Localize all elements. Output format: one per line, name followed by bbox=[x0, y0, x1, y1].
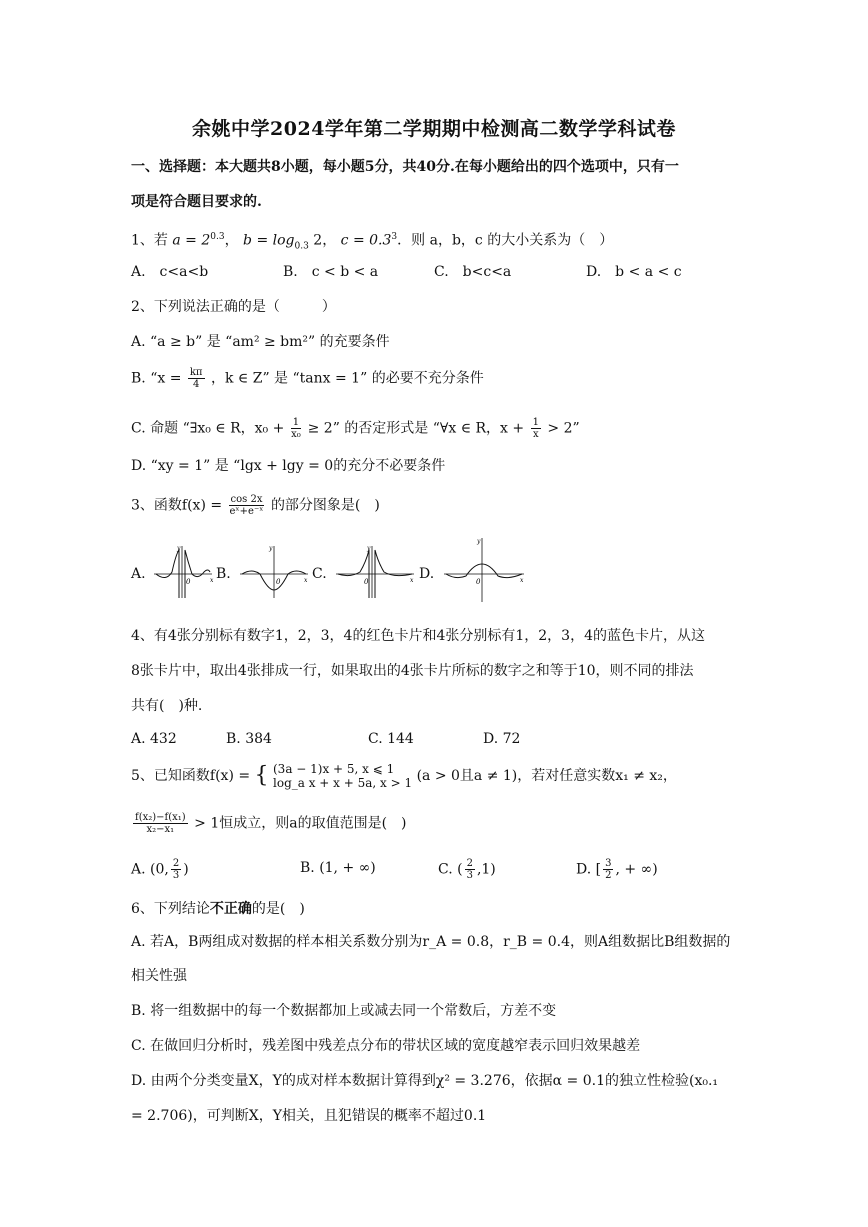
q2-option-c-den-1: x₀ bbox=[291, 429, 301, 440]
q3-function-num: cos 2x bbox=[230, 494, 263, 505]
q1-c-exp: 3 bbox=[391, 232, 398, 242]
q5-option-a-frac bbox=[171, 858, 181, 881]
page-title: 余姚中学2024学年第二学期期中检测高二数学学科试卷 bbox=[192, 118, 676, 140]
q3-option-d-label[interactable]: D. bbox=[419, 566, 435, 582]
q5-option-a-den: 3 bbox=[172, 870, 180, 881]
q5-option-c-post: ,1) bbox=[476, 861, 496, 878]
section-heading-line1: 一、选择题：本大题共8小题，每小题5分，共40分.在每小题给出的四个选项中，只有一 bbox=[131, 159, 679, 175]
q4-stem-line2: 8张卡片中，取出4张排成一行，如果取出的4张卡片所标的数字之和等于10，则不同的排法 bbox=[131, 663, 694, 679]
q2-option-b-pre: B. “x = bbox=[131, 370, 182, 387]
q2-option-c-den-2: x bbox=[532, 429, 539, 440]
q5-option-a-pre: A. (0, bbox=[131, 861, 169, 878]
q5-option-b[interactable]: B. (1, + ∞) bbox=[300, 860, 376, 876]
q5-condition bbox=[131, 812, 407, 835]
q6-option-d-line2: = 2.706)，可判断X，Y相关，且犯错误的概率不超过0.1 bbox=[131, 1108, 487, 1124]
q3-function-den: eˣ+e⁻ˣ bbox=[229, 506, 264, 517]
q5-option-a-num: 2 bbox=[172, 858, 180, 869]
q2-stem: 2、下列说法正确的是（ ） bbox=[131, 299, 336, 315]
q6-stem-post: 的是( ) bbox=[251, 901, 305, 917]
q6-option-b[interactable]: B. 将一组数据中的每一个数据都加上或减去同一个常数后，方差不变 bbox=[131, 1003, 557, 1019]
q3-function-fraction bbox=[229, 494, 265, 517]
q1-tail: ．则 a，b，c 的大小关系为（ ） bbox=[397, 232, 614, 249]
q5-option-c-frac bbox=[465, 858, 475, 881]
section-heading-line2: 项是符合题目要求的. bbox=[131, 194, 262, 210]
q1-b-base: 0.3 bbox=[294, 241, 309, 252]
q4-option-d[interactable]: D. 72 bbox=[483, 731, 521, 747]
origin-label: 0 bbox=[364, 578, 369, 586]
q1-c-expr: c = 0.3 bbox=[340, 232, 392, 249]
q3-option-a-label[interactable]: A. bbox=[131, 566, 146, 582]
q5-stem-post: (a > 0且a ≠ 1)，若对任意实数x₁ ≠ x₂， bbox=[416, 768, 677, 784]
q2-option-c[interactable] bbox=[131, 417, 580, 440]
q6-option-c[interactable]: C. 在做回归分析时，残差图中残差点分布的带状区域的宽度越窄表示回归效果越差 bbox=[131, 1038, 641, 1054]
q1-a-exp: 0.3 bbox=[210, 232, 225, 242]
curve bbox=[446, 564, 522, 578]
y-label: y bbox=[367, 545, 371, 552]
q5-option-d-num: 3 bbox=[605, 858, 612, 869]
q2-option-b-num: kπ bbox=[189, 367, 203, 378]
q5-option-d-frac bbox=[603, 858, 613, 881]
q5-frac-den: x₂−x₁ bbox=[146, 824, 175, 835]
q2-option-b-den: 4 bbox=[193, 379, 200, 390]
q3-graph-c[interactable] bbox=[334, 542, 416, 600]
q3-graph-d[interactable] bbox=[442, 534, 526, 604]
q2-option-b-fraction bbox=[188, 367, 205, 390]
q5-option-c[interactable] bbox=[438, 858, 496, 881]
q2-option-b-post: ，k ∈ Z” 是 “tanx = 1” 的必要不充分条件 bbox=[210, 370, 484, 387]
q2-option-b[interactable] bbox=[131, 367, 484, 390]
q6-stem bbox=[131, 899, 305, 919]
q5-stem-pre: 5、已知函数f(x) = bbox=[131, 768, 251, 784]
q4-stem-line3: 共有( )种. bbox=[131, 698, 203, 714]
y-label: y bbox=[477, 538, 481, 545]
q1-stem: 1、若 $a = 2^{0.3}$， $b = \log_{0.3} 2$， $c = 0.3^3$．则 a，b，c 的大小关系为（ ） bbox=[131, 232, 614, 252]
x-label: x bbox=[520, 577, 524, 584]
q6-option-d-line1[interactable]: D. 由两个分类变量X，Y的成对样本数据计算得到χ² = 3.276，依据α = 0.1的独立性检验(x₀.₁ bbox=[131, 1073, 719, 1089]
q5-option-d[interactable] bbox=[576, 858, 658, 881]
q2-option-c-fraction-1 bbox=[291, 417, 301, 440]
q1-stem-text: 1、若 bbox=[131, 232, 168, 249]
q1-option-a[interactable]: A. c<a<b bbox=[131, 264, 209, 280]
q4-option-b[interactable]: B. 384 bbox=[226, 731, 272, 747]
q5-piecewise bbox=[273, 762, 412, 790]
q2-option-c-pre: C. 命题 “∃x₀ ∈ R，x₀ + bbox=[131, 420, 285, 437]
q2-option-c-fraction-2 bbox=[531, 417, 541, 440]
q5-option-a-post: ) bbox=[183, 861, 189, 878]
q3-stem-pre: 3、函数f(x) = bbox=[131, 497, 223, 514]
q2-option-c-num-1: 1 bbox=[292, 417, 300, 428]
x-label: x bbox=[410, 577, 414, 584]
q5-brace: { bbox=[254, 763, 269, 788]
q1-option-d[interactable]: D. b < a < c bbox=[586, 264, 682, 280]
q1-b-arg: 2 bbox=[313, 232, 323, 249]
q3-option-c-label[interactable]: C. bbox=[312, 566, 327, 582]
q5-option-d-post: , + ∞) bbox=[615, 861, 658, 878]
q6-option-a-line1[interactable]: A. 若A，B两组成对数据的样本相关系数分别为r_A = 0.8，r_B = 0.4，则A组数据比B组数据的 bbox=[131, 934, 731, 950]
q3-stem-post: 的部分图象是( ) bbox=[270, 497, 380, 514]
q5-option-d-pre: D. [ bbox=[576, 861, 602, 878]
q5-condition-post: > 1恒成立，则a的取值范围是( ) bbox=[194, 815, 407, 832]
x-label: x bbox=[304, 577, 308, 584]
q6-stem-pre: 6、下列结论 bbox=[131, 901, 210, 917]
q1-option-b[interactable]: B. c < b < a bbox=[283, 264, 379, 280]
q4-stem-line1: 4、有4张分别标有数字1，2，3，4的红色卡片和4张分别标有1，2，3，4的蓝色卡片，从这 bbox=[131, 628, 705, 644]
origin-label: 0 bbox=[186, 578, 191, 586]
q5-frac-num: f(x₂)−f(x₁) bbox=[135, 812, 186, 823]
q5-option-c-num: 2 bbox=[466, 858, 473, 869]
q6-option-a-line2: 相关性强 bbox=[131, 968, 187, 984]
q2-option-c-mid: ≥ 2” 的否定形式是 “∀x ∈ R，x + bbox=[307, 420, 525, 437]
q1-a-expr: a = 2 bbox=[172, 232, 211, 249]
y-label: y bbox=[269, 545, 273, 552]
origin-label: 0 bbox=[276, 578, 281, 586]
q5-piece-2: log_a x + x + 5a, x > 1 bbox=[273, 776, 413, 790]
q4-option-a[interactable]: A. 432 bbox=[131, 731, 177, 747]
q3-graph-b[interactable] bbox=[238, 542, 310, 600]
q5-option-a[interactable] bbox=[131, 858, 189, 881]
y-label: y bbox=[177, 545, 181, 552]
q6-stem-bold: 不正确 bbox=[209, 901, 252, 917]
q2-option-c-post: > 2” bbox=[547, 420, 580, 437]
q5-stem bbox=[131, 762, 677, 790]
origin-label: 0 bbox=[476, 578, 481, 586]
q5-condition-fraction bbox=[133, 812, 188, 835]
q3-option-b-label[interactable]: B. bbox=[216, 566, 231, 582]
q3-stem bbox=[131, 494, 380, 517]
q1-option-c[interactable]: C. b<c<a bbox=[434, 264, 512, 280]
q5-option-d-den: 2 bbox=[605, 870, 612, 881]
q5-piece-1: (3a − 1)x + 5, x ⩽ 1 bbox=[273, 762, 395, 776]
q5-option-c-pre: C. ( bbox=[438, 861, 463, 878]
q2-option-d[interactable]: D. “xy = 1” 是 “lgx + lgy = 0的充分不必要条件 bbox=[131, 458, 446, 474]
q3-graph-a[interactable] bbox=[152, 542, 214, 600]
q4-option-c[interactable]: C. 144 bbox=[368, 731, 414, 747]
q2-option-c-num-2: 1 bbox=[532, 417, 539, 428]
q1-b-expr: b = log bbox=[243, 232, 295, 249]
q2-option-a[interactable]: A. “a ≥ b” 是 “am² ≥ bm²” 的充要条件 bbox=[131, 334, 390, 350]
x-label: x bbox=[210, 577, 214, 584]
q5-option-c-den: 3 bbox=[466, 870, 473, 881]
